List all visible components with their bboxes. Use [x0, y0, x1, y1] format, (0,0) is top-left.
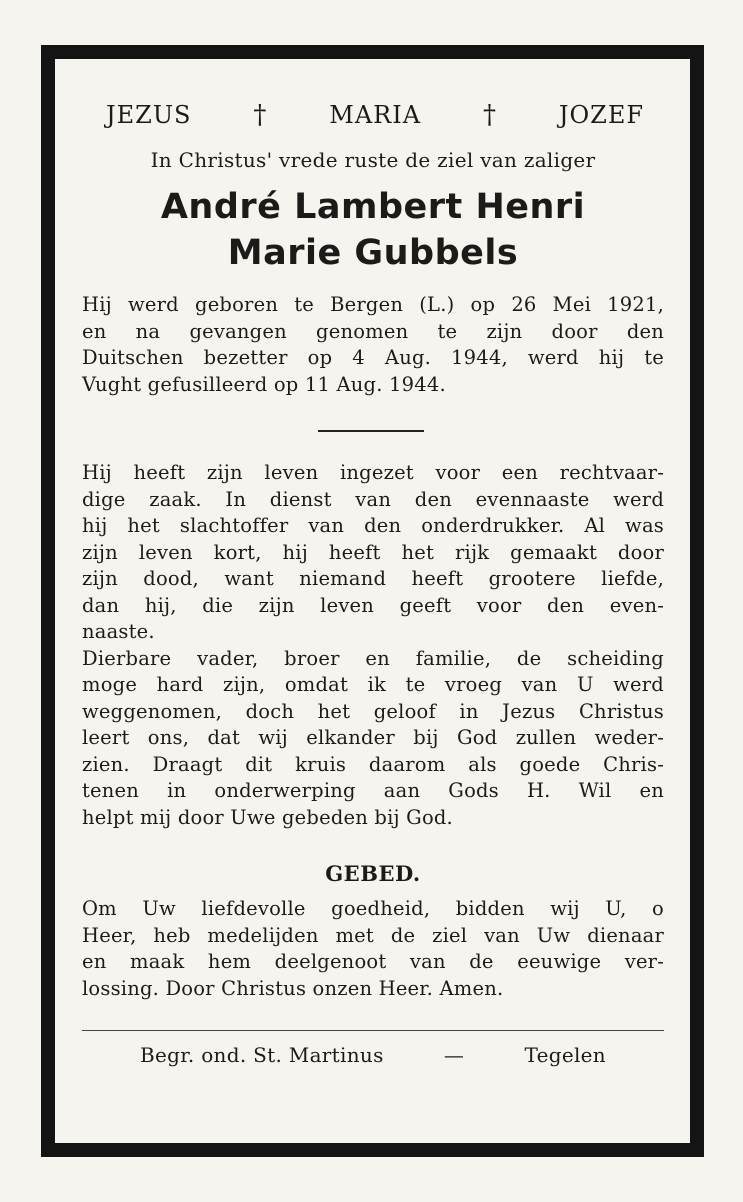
holy-names-header [82, 95, 664, 135]
card-border-right [690, 45, 704, 1157]
card-border-left [41, 45, 55, 1157]
header-maria: MARIA [329, 101, 422, 129]
body-line: zien. Draagt dit kruis daarom als goede Chris- [82, 752, 664, 776]
body-paragraph [82, 460, 664, 831]
body-line: helpt mij door Uwe gebeden bij God. [82, 805, 453, 829]
prayer-paragraph [82, 896, 664, 1002]
body-line: dan hij, die zijn leven geeft voor den even- [82, 593, 664, 617]
footer-dash: — [443, 1043, 465, 1067]
body-line: hij het slachtoffer van den onderdrukker. Al was [82, 514, 664, 537]
card-border-bottom [41, 1143, 704, 1157]
birth-line: Duitschen bezetter op 4 Aug. 1944, werd hij te [82, 346, 664, 369]
body-line: zijn dood, want niemand heeft grootere liefde, [82, 567, 664, 590]
birth-paragraph [82, 292, 664, 398]
body-line: dige zaak. In dienst van den evennaaste werd [82, 487, 664, 511]
footer-printer: Begr. ond. St. Martinus [140, 1043, 384, 1067]
body-line: Dierbare vader, broer en familie, de scheiding [82, 646, 664, 670]
card-border-top [41, 45, 704, 59]
body-line: leert ons, dat wij elkander bij God zullen weder- [82, 726, 664, 749]
prayer-line: Heer, heb medelijden met de ziel van Uw dienaar [82, 923, 664, 947]
body-line: naaste. [82, 620, 155, 643]
separator-line [318, 430, 424, 432]
prayer-title: GEBED. [325, 861, 421, 886]
prayer-line: Om Uw liefdevolle goedheid, bidden wij U, o [82, 897, 664, 920]
body-line: tenen in onderwerping aan Gods H. Wil en [82, 779, 664, 802]
cross-icon: † [482, 100, 497, 130]
body-line: weggenomen, doch het geloof in Jezus Christus [82, 699, 664, 723]
deceased-name-line2: Marie Gubbels [227, 233, 519, 273]
prayer-line: lossing. Door Christus onzen Heer. Amen. [82, 976, 504, 1000]
footer-rule [82, 1030, 664, 1031]
body-line: moge hard zijn, omdat ik te vroeg van U werd [82, 673, 664, 696]
footer-place: Tegelen [524, 1043, 606, 1067]
header-jozef: JOZEF [558, 101, 644, 129]
prayer-line: en maak hem deelgenoot van de eeuwige ver- [82, 950, 664, 973]
header-jezus: JEZUS [106, 101, 192, 129]
birth-line: Hij werd geboren te Bergen (L.) op 26 Mei 1921, [82, 293, 664, 316]
card-content [82, 95, 664, 1067]
birth-line: Vught gefusilleerd op 11 Aug. 1944. [82, 372, 446, 396]
printer-footer [82, 1043, 664, 1067]
deceased-name-line1: André Lambert Henri [160, 187, 586, 227]
deceased-name [82, 184, 664, 276]
body-line: zijn leven kort, hij heeft het rijk gemaakt door [82, 540, 664, 564]
cross-icon: † [253, 100, 268, 130]
intro-text: In Christus' vrede ruste de ziel van zaliger [150, 148, 596, 172]
birth-line: en na gevangen genomen te zijn door den [82, 319, 664, 343]
body-line: Hij heeft zijn leven ingezet voor een rechtvaar- [82, 461, 664, 484]
